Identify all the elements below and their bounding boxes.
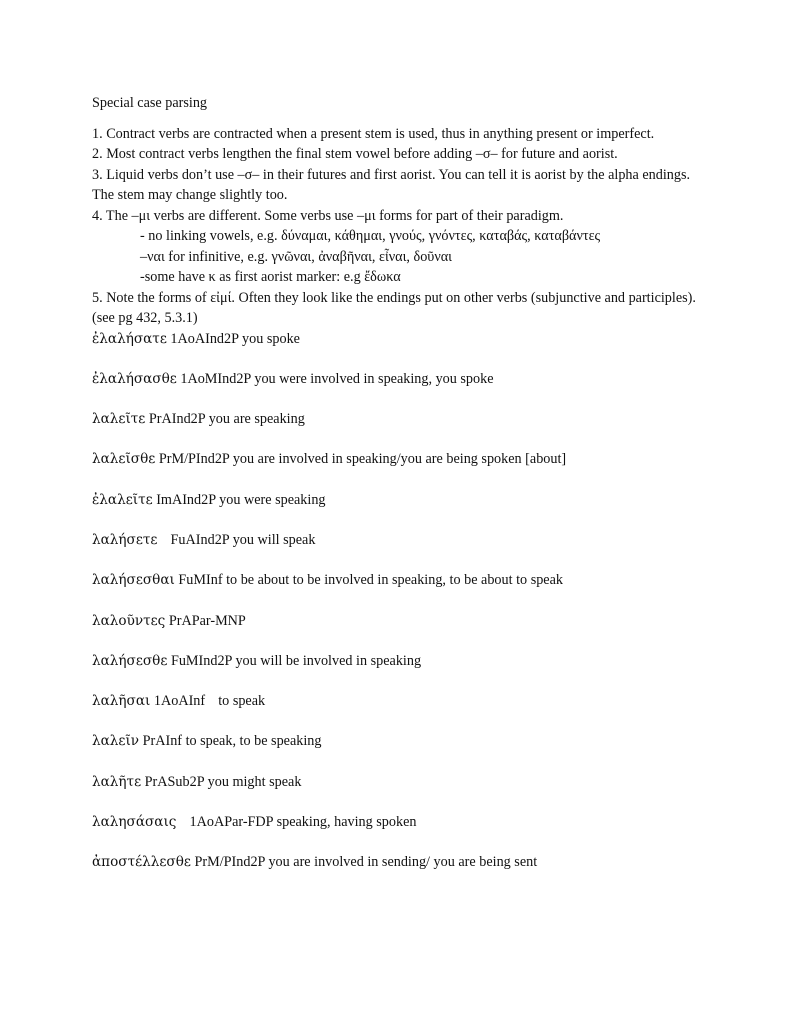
parse-code: 1AoAInf bbox=[153, 693, 206, 710]
parsing-entry bbox=[92, 490, 702, 530]
greek-form: ἐλαλήσασθε bbox=[92, 370, 177, 387]
parse-code: 1AoAInd2P bbox=[170, 330, 239, 347]
greek-form: λαλοῦντες bbox=[92, 612, 166, 629]
parse-code: PrAInf bbox=[142, 733, 183, 750]
translation: to be about to be involved in speaking, to be about to speak bbox=[226, 572, 563, 589]
parse-code: 1AoMInd2P bbox=[180, 370, 251, 387]
rule-5: 5. Note the forms of εἰμί. Often they look like the endings put on other verbs (subjunctive and participles). (see pg 432, 5.3.1) bbox=[92, 289, 696, 326]
document-page bbox=[92, 93, 702, 893]
rule-4-subpoint: -some have κ as first aorist marker: e.g ἔδωκα bbox=[140, 269, 401, 285]
document-title: Special case parsing bbox=[92, 95, 208, 111]
parsing-entry bbox=[92, 409, 702, 449]
rule-4-subpoint: - no linking vowels, e.g. δύναμαι, κάθημαι, γνούς, γνόντες, καταβάς, καταβάντες bbox=[140, 228, 601, 244]
parse-code: 1AoAPar-FDP bbox=[189, 814, 274, 831]
parse-code: PrASub2P bbox=[144, 773, 205, 790]
parse-code: PrAInd2P bbox=[148, 411, 206, 428]
greek-form: λαλεῖσθε bbox=[92, 451, 156, 468]
parse-code: FuMInd2P bbox=[170, 652, 232, 669]
translation: you are involved in speaking/you are being spoken [about] bbox=[232, 451, 567, 468]
greek-form: λαλήσεσθαι bbox=[92, 572, 175, 589]
parsing-entry bbox=[92, 369, 702, 409]
greek-form: λαλῆτε bbox=[92, 773, 142, 790]
parsing-entry bbox=[92, 449, 702, 489]
parse-code: PrAPar-MNP bbox=[168, 612, 246, 629]
greek-form: λαλεῖτε bbox=[92, 411, 146, 428]
translation: you were speaking bbox=[219, 491, 326, 508]
translation: you might speak bbox=[207, 773, 302, 790]
greek-form: ἀποστέλλεσθε bbox=[92, 854, 191, 871]
rule-2: 2. Most contract verbs lengthen the final stem vowel before adding –σ– for future and aorist. bbox=[92, 146, 618, 162]
greek-form: λαλεῖν bbox=[92, 733, 140, 750]
translation: to speak bbox=[218, 693, 266, 710]
translation: speaking, having spoken bbox=[276, 814, 417, 831]
parse-code: PrM/PInd2P bbox=[158, 451, 230, 468]
translation: you are speaking bbox=[208, 411, 305, 428]
translation: to speak, to be speaking bbox=[185, 733, 322, 750]
parse-code: FuAInd2P bbox=[170, 531, 230, 548]
rule-3: 3. Liquid verbs don’t use –σ– in their futures and first aorist. You can tell it is aorist by the alpha endings. The stem may change slightly too. bbox=[92, 166, 691, 203]
translation: you are involved in sending/ you are being sent bbox=[268, 854, 538, 871]
greek-form: ἐλαλήσατε bbox=[92, 330, 167, 347]
translation: you spoke bbox=[242, 330, 300, 347]
greek-form: λαλῆσαι bbox=[92, 693, 151, 710]
parsing-entry bbox=[92, 731, 702, 771]
parsing-entry bbox=[92, 852, 702, 892]
greek-form: λαλήσεσθε bbox=[92, 652, 168, 669]
parse-code: ImAInd2P bbox=[156, 491, 216, 508]
translation: you were involved in speaking, you spoke bbox=[254, 370, 494, 387]
translation: you will be involved in speaking bbox=[235, 652, 422, 669]
parsing-entry bbox=[92, 691, 702, 731]
parse-code: FuMInf bbox=[178, 572, 223, 589]
parsing-entry bbox=[92, 812, 702, 852]
parsing-entry bbox=[92, 570, 702, 610]
rule-4: 4. The –μι verbs are different. Some verbs use –μι forms for part of their paradigm. bbox=[92, 207, 564, 224]
parsing-entry bbox=[92, 772, 702, 812]
parsing-entry bbox=[92, 611, 702, 651]
parse-code: PrM/PInd2P bbox=[194, 854, 265, 871]
parsing-entry bbox=[92, 651, 702, 691]
greek-form: λαλήσετε bbox=[92, 531, 158, 548]
rule-4-subpoint: –ναι for infinitive, e.g. γνῶναι, ἀναβῆναι, εἶναι, δοῦναι bbox=[140, 248, 452, 265]
translation: you will speak bbox=[232, 531, 316, 548]
parsing-entry bbox=[92, 530, 702, 570]
parsing-entry bbox=[92, 329, 702, 369]
rule-1: 1. Contract verbs are contracted when a present stem is used, thus in anything present or imperfect. bbox=[92, 125, 655, 142]
greek-form: λαλησάσαις bbox=[92, 814, 177, 831]
greek-form: ἐλαλεῖτε bbox=[92, 491, 153, 508]
parsing-entries bbox=[92, 329, 702, 893]
rules-list bbox=[92, 124, 702, 329]
